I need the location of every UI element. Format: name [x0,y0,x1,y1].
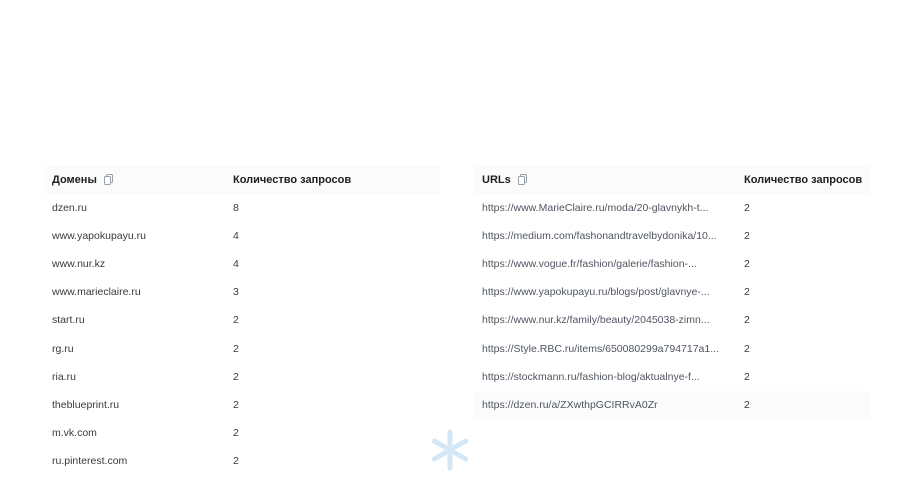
domain-cell: start.ru [52,314,85,327]
domain-cell: rg.ru [52,342,74,355]
domain-count-cell: 2 [233,342,239,355]
copy-icon[interactable] [518,174,527,185]
asterisk-icon [428,428,472,472]
url-count-cell: 2 [744,258,750,271]
table-row [474,194,870,222]
domain-cell: ria.ru [52,370,76,383]
table-row [44,222,440,250]
table-row [44,194,440,222]
urls-table [474,166,870,419]
domains-table-header [44,166,440,194]
url-count-cell: 2 [744,342,750,355]
table-row [44,363,440,391]
url-count-cell: 2 [744,314,750,327]
table-row [44,391,440,419]
table-row [44,306,440,334]
urls-table-header [474,166,870,194]
url-count-cell: 2 [744,230,750,243]
domains-table-body [44,194,440,475]
domain-cell: ru.pinterest.com [52,454,128,467]
table-row [474,334,870,362]
url-link[interactable]: https://www.MarieClaire.ru/moda/20-glavnykh-t... [482,202,709,215]
domain-count-cell: 4 [233,258,239,271]
table-row [474,363,870,391]
url-link[interactable]: https://stockmann.ru/fashion-blog/aktualnye-f... [482,370,700,383]
urls-header-cell [474,174,736,186]
domain-cell: www.marieclaire.ru [52,286,141,299]
domain-count-cell: 8 [233,202,239,215]
domain-count-cell: 4 [233,230,239,243]
domain-count-cell: 3 [233,286,239,299]
table-row [44,334,440,362]
urls-table-body [474,194,870,419]
url-count-cell: 2 [744,398,750,411]
table-row [44,278,440,306]
domain-cell: theblueprint.ru [52,398,120,411]
domain-cell: www.nur.kz [52,258,106,271]
table-row [474,306,870,334]
domain-count-cell: 2 [233,314,239,327]
table-row [474,278,870,306]
domain-cell: m.vk.com [52,426,97,439]
domain-count-cell: 2 [233,454,239,467]
urls-header-label: URLs [482,174,511,186]
table-row [474,250,870,278]
domain-cell: dzen.ru [52,202,88,215]
url-link[interactable]: https://medium.com/fashonandtravelbydonika/10... [482,230,717,243]
domain-count-cell: 2 [233,398,239,411]
domains-table [44,166,440,475]
url-link[interactable]: https://www.nur.kz/family/beauty/2045038-zimn... [482,314,710,327]
table-row [474,391,870,419]
table-row [44,419,440,447]
domain-count-cell: 2 [233,426,239,439]
url-count-cell: 2 [744,286,750,299]
table-row [44,447,440,475]
url-link[interactable]: https://dzen.ru/a/ZXwthpGCIRRvA0Zr [482,398,658,411]
table-row [44,250,440,278]
domains-header-label: Домены [52,174,97,186]
domain-count-cell: 2 [233,370,239,383]
url-link[interactable]: https://Style.RBC.ru/items/650080299a794717a1... [482,342,719,355]
url-count-cell: 2 [744,370,750,383]
table-row [474,222,870,250]
urls-count-header: Количество запросов [744,174,863,186]
copy-icon[interactable] [104,174,113,185]
domain-cell: www.yapokupayu.ru [52,230,146,243]
domains-count-header: Количество запросов [233,174,352,186]
domains-header-cell [44,174,225,186]
url-count-cell: 2 [744,202,750,215]
url-link[interactable]: https://www.vogue.fr/fashion/galerie/fashion-... [482,258,697,271]
url-link[interactable]: https://www.yapokupayu.ru/blogs/post/glavnye-... [482,286,710,299]
